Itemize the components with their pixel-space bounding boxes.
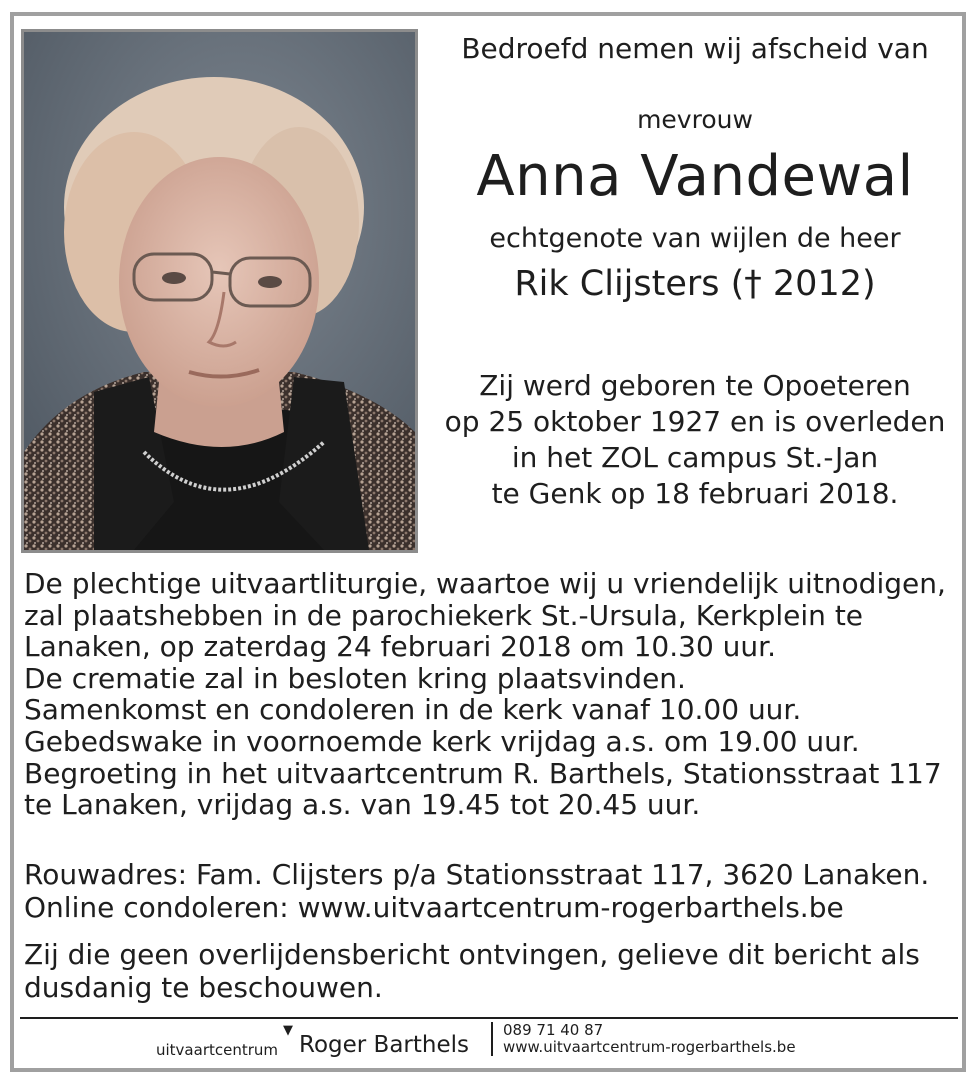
footer-divider (20, 1017, 958, 1019)
footer-website[interactable]: www.uitvaartcentrum-rogerbarthels.be (503, 1038, 796, 1056)
footer-prefix: uitvaartcentrum (156, 1041, 279, 1059)
birth-death-details (420, 368, 970, 512)
birth-line: Zij werd geboren te Opoeteren (479, 369, 911, 402)
spouse-label: echtgenote van wijlen de heer (489, 223, 901, 254)
deceased-name: Anna Vandewal (476, 144, 914, 209)
funeral-line: Lanaken, op zaterdag 24 februari 2018 om 10.30 uur. (24, 630, 776, 664)
mourning-address: Rouwadres: Fam. Clijsters p/a Stationsstraat 117, 3620 Lanaken. (24, 858, 930, 891)
honorific: mevrouw (637, 105, 753, 134)
funeral-line: Begroeting in het uitvaartcentrum R. Barthels, Stationsstraat 117 (24, 756, 942, 790)
note-line: dusdanig te beschouwen. (24, 971, 383, 1004)
birth-line: te Genk op 18 februari 2018. (491, 477, 899, 510)
spouse-name: Rik Clijsters († 2012) (514, 264, 876, 304)
footer-company-name: Roger Barthels (299, 1032, 469, 1058)
contact-details (24, 858, 964, 924)
funeral-line: Samenkomst en condoleren in de kerk vanaf 10.00 uur. (24, 693, 802, 727)
closing-note (24, 938, 964, 1004)
intro-text: Bedroefd nemen wij afscheid van (461, 32, 929, 65)
footer-phone[interactable]: 089 71 40 87 (503, 1021, 604, 1039)
note-line: Zij die geen overlijdensbericht ontvingen, gelieve dit bericht als (24, 938, 920, 971)
funeral-line: Gebedswake in voornoemde kerk vrijdag a.s. om 19.00 uur. (24, 724, 860, 758)
funeral-line: zal plaatshebben in de parochiekerk St.-Ursula, Kerkplein te (24, 598, 864, 632)
footer-separator (491, 1022, 493, 1056)
funeral-line: De crematie zal in besloten kring plaatsvinden. (24, 661, 686, 695)
portrait-photo (21, 29, 418, 553)
funeral-home-footer (0, 1020, 980, 1060)
funeral-line: De plechtige uitvaartliturgie, waartoe wij u vriendelijk uitnodigen, (24, 567, 946, 600)
funeral-details (24, 568, 964, 821)
birth-line: in het ZOL campus St.-Jan (511, 441, 879, 474)
funeral-line: te Lanaken, vrijdag a.s. van 19.45 tot 20.45 uur. (24, 788, 701, 822)
triangle-down-icon: ▼ (283, 1023, 293, 1038)
birth-line: op 25 oktober 1927 en is overleden (444, 405, 946, 438)
online-condolence[interactable]: Online condoleren: www.uitvaartcentrum-rogerbarthels.be (24, 891, 844, 924)
